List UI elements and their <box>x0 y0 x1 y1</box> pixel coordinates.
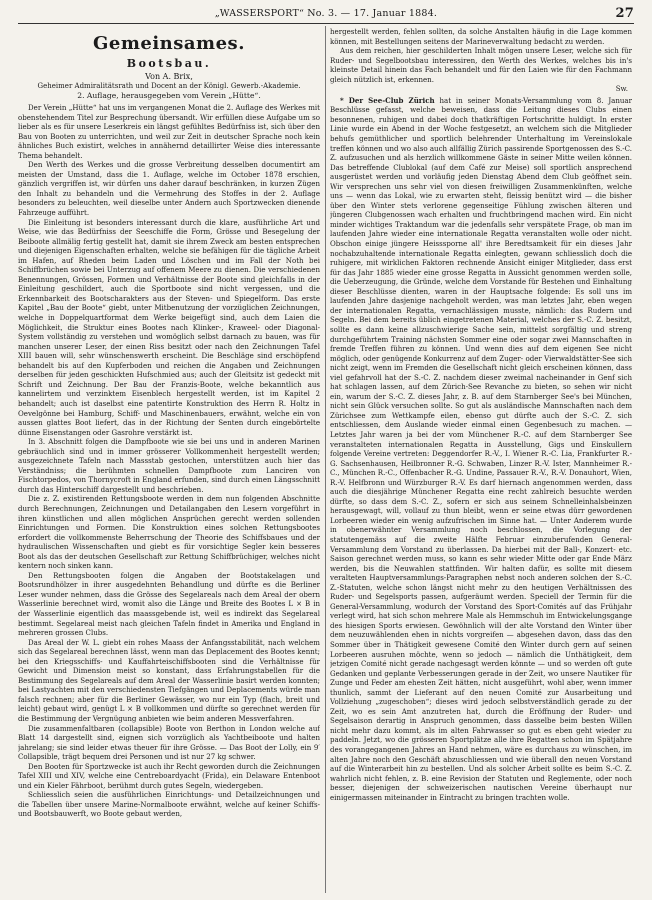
paragraph: Den Rettungsbooten folgen die Angaben der Bootstakelagen und Bootsrundhölzer in ihrer ausgedehnten Behandlung und dürfte es die Berliner Leser wunder nehmen, dass die Grösse des Segelareals nach dem Areal der obern Wasserlinie berechnet wird, womit also die Länge und Breite des Bootes L × B in der Wasserlinie eigentlich das maassgebende ist, weil es indirekt das Segelareal bestimmt. Segelareal meist nach gleichen Tafeln findet in Amerika und England in mehreren grossen Clubs. <box>18 570 320 638</box>
header-rule <box>18 23 634 24</box>
page-header <box>18 6 634 22</box>
paragraph: Die Einleitung ist besonders interessant durch die klare, ausführliche Art und Weise, wie das Bedürfniss der Seeschiffe die Form, Grösse und Besegelung der Beiboote allmälig fertig gestellt hat, damit sie ihrem Zweck am besten entsprechen und diejenigen Eigenschaften erhalten, welche sie befähigen für die tägliche Arbeit im Hafen, auf Rheden beim Laden und Löschen und im Fall der Noth bei Schiffbrüchen sowie bei Unterzug auf offenem Meere zu dienen. Die verschiedenen Benennungen, Grössen, Formen und Verhältnisse der Boote sind gleichfalls in der Einleitung geschildert, auch die Sportboote sind nicht vergessen, und die Erkennbarkeit des Bootscharakters aus der Steven- und Spiegelform. Das erste Kapitel „Bau der Boote“ giebt, unter Mitbenutzung der vorzüglichen Zeichnungen, welche in Doppelquartformat dem Werke beigefügt sind, auch dem Laien die Möglichkeit, die Struktur eines Bootes nach Klinker-, Kraweel- oder Diagonal-System vollständig zu verstehen und womöglich selbst darnach zu bauen, was für manchen unserer Leser, der einen Riss besitzt oder nach den Zeichnungen Tafel XIII bauen will, sehr wünschenswerth erscheint. Die Beschläge sind erschöpfend behandelt bis auf den Kupferboden und reichen die Angaben und Zeichnungen derselben für jeden geschickten Hufschmied aus; auch der Gleitsitz ist gedeckt mit Schrift und Zeichnung. Der Bau der Franzis-Boote, welche bekanntlich aus kannelirtem und verzinktem Eisenblech hergestellt werden, ist im Kapitel 2 behandelt; auch ist daselbst eine patentirte Konstruktion des Herrn R. Holtz in Oevelgönne bei Hamburg, Schiff- und Maschinenbauers, erwähnt, welche ein von aussen glattes Boot liefert, das in der Richtung der Senten durch eingebörtelte dünne Eisenstangen oder Gasrohre verstärkt ist. <box>18 217 320 437</box>
paragraph: Die zusammenfaltbaren (collapsible) Boote von Berthon in London welche auf Blatt 14 dargestellt sind, eignen sich vorzüglich als Yachtbeiboote und halten jahrelang; sie sind leider etwas theuer für ihre Grösse. — Das Boot der Lolly, ein 9′ Collapsible, trägt bequem drei Personen und ist nur 27 kg schwer. <box>18 723 320 762</box>
paragraph: Die z. Z. existirenden Rettungsboote werden in dem nun folgenden Abschnitte durch Berechnungen, Zeichnungen und Detailangaben den Lesern vorgeführt in ihren künstlichen und allen möglichen Ansprüchen gerecht werden sollenden Einrichtungen und Formen. Die Konstruktion eines solchen Rettungsbootes erfordert die vollkommenste Beherrschung der Theorie des Schiffsbaues und der hydraulischen Wissenschaften und giebt es für vorsichtige Segler kein besseres Boot als das der deutschen Gesellschaft zur Rettung Schiffbrüchiger, welches nicht kentern noch sinken kann. <box>18 494 320 571</box>
author-line: Von A. Brix, <box>145 72 193 81</box>
article-signature: Sw. <box>615 84 628 94</box>
paragraph: Das Areal der W. L. giebt ein rohes Maass der Anfangsstabilität, nach welchem sich das Segelareal berechnen lässt, wenn man das Deplacement des Bootes kennt; bei den Kriegsschiffs- und Kauffahrteischiffsbooten sind die Verhältnisse für Gewicht und Dimension meist so konstant, dass Erfahrungstabellen für die Bestimmung des Segelareals auf dem Areal der Wasserlinie basirt werden konnten; bei Lastyachten mit den verschiedensten Tiefgängen und Deplacements würde man falsch rechnen; aber für die Berliner Gewässer, wo nur ein Typ (flach, breit und leicht) gebaut wird, genügt L × B vollkommen und dürfte so gerechnet werden für die Bestimmung der Vergnügung anbieten wie beim anderen Messverfahren. <box>18 637 320 723</box>
paragraph: Den Werth des Werkes und die grosse Verbreitung desselben documentirt am meisten der Umstand, dass die 1. Auflage, welche im October 1878 erschien, gänzlich vergriffen ist, wir dürfen uns daher darauf beschränken, in kurzen Zügen den Inhalt zu behandeln und die Vermehrung des Stoffes in der 2. Auflage besonders zu beleuchten, weil dieselbe unter Andern auch Sportzwecken dienende Fahrzeuge aufführt. <box>18 160 320 218</box>
paragraph: Schliesslich seien die ausführlichen Einrichtungs- und Detailzeichnungen und die Tabellen über unsere Marine-Normalboote erwähnt, welche auf keiner Schiffs- und Bootsbauwerft, wo Boote gebaut werden, <box>18 790 320 819</box>
edition-line: 2. Auflage, herausgegeben vom Verein „Hütte“. <box>77 91 261 100</box>
club-report <box>330 96 632 802</box>
left-column <box>18 27 320 893</box>
paragraph: Den Booten für Sportzwecke ist auch ihr Recht geworden durch die Zeichnungen Tafel XIII und XIV, welche eine Centreboardyacht (Frida), ein Delaware Entenboot und ein Kieler Fährboot, berühmt durch gutes Segeln, wiedergeben. <box>18 761 320 790</box>
right-column <box>330 27 632 893</box>
section-title: Gemeinsames. <box>93 33 245 54</box>
running-title: „WASSERSPORT“ No. 3. — 17. Januar 1884. <box>214 8 438 19</box>
paragraph: hergestellt werden, fehlen sollten, da solche Anstalten häufig in die Lage kommen können, mit Bestellungen seitens der Marineverwaltung bedacht zu werden. <box>330 27 632 46</box>
column-divider <box>325 26 326 893</box>
article-title: Bootsbau. <box>126 57 212 70</box>
club-heading: * Der See-Club Zürich <box>340 95 435 105</box>
paragraph: Aus dem reichen, hier geschilderten Inhalt mögen unsere Leser, welche sich für Ruder- und Segelbootsbau interessiren, den Werth des Werkes, welches bis in's kleinste Detail hinein das Fach behandelt und für den Laien wie für den Fachmann gleich nützlich ist, erkennen. <box>330 46 632 84</box>
paragraph: In 3. Abschnitt folgen die Dampfboote wie sie bei uns und in anderen Marinen gebräuchlich sind und in immer grösserer Vollkommenheit hergestellt werden; ausgezeichnete Tafeln nach Massstab gestochen, unterstützen auch hier das Verständniss; die berühmten schnellen Dampfboote zum Lanciren von Fischtorpedos, von Thornycroft in England erfunden, sind durch einen Längsschnitt durch das Hinterschiff dargestellt und beschrieben. <box>18 437 320 494</box>
author-affiliation: Geheimer Admiralitätsrath und Docent an der Königl. Gewerb.-Akademie. <box>37 82 301 90</box>
page-number: 27 <box>615 6 634 21</box>
club-report-text: hat in seiner Monats-Versammlung vom 8. Januar Beschlüsse gefasst, welche beweisen, dass die Leitung dieses Clubs einen besonnenen, ruhigen und dabei doch thatkräftigen Fortschritte huldigt. In erster Linie wurde ein Abend in der Woche festgesetzt, an welchem sich die Mitglieder behufs gemüthlicher und sportlich belehrender Unterhaltung im Vereinslokale treffen können und wo also auch allfällig Zürich passirende Sportgenossen des S.-C. Z. aufzusuchen und als herzlich willkommene Gäste in seiner Mitte weilen können. Das betreffende Clublokal (auf dem Café zur Meise) soll sportlich ansprechend ausgerüstet werden und vorläufig jeden Dienstag Abend dem Club geöffnet sein. Wir versprechen uns sehr viel von diesen freiwilligen Zusammenkünften, welche uns — wenn das Lokal, wie zu erwarten steht, fleissig benützt wird — die bisher über den Winter stets verlorene gegenseitige Fühlung zwischen älteren und jüngeren Clubgenossen wach erhalten und fruchtbringend machen wird. Ein nicht minder wichtiges Traktandum war die jedenfalls sehr verspätete Frage, ob man im laufenden Jahre wieder eine internationale Regatta veranstalten wolle oder nicht. Obschon einige jüngere Heisssporne all' ihre Beredtsamkeit für ein dieses Jahr nochabzuhaltende internationale Regatta einlegten, gewann schliesslich doch die ruhigere, mit wirklichen Faktoren rechnende Ansicht einiger Mitglieder, dass erst für das Jahr 1885 wieder eine grosse Regatta in Aussicht genommen werden solle, die Ueberzeugung, die Gründe, welche dem Vorstande für Bestehen und Einhaltung dieser Beschlüsse dienten, waren in der Hauptsache folgende: Es soll uns im laufenden Jahre dasjenige nachgeholt werden, was man letztes Jahr, eben wegen der internationalen Regatta, vernachlässigen musste, nämlich: das Rudern und Segeln. Bei dem bereits üblich eingetretenen Material, welches der S.-C. Z. besitzt, sollte es dann keine allzuschwierige Sache sein, mittelst sorgfältig und streng durchgeführtem Training nächsten Sommer eine oder sogar zwei Mannschaften in fremde Treffen führen zu können. Und wenn dies auf dem eigenen See nicht möglich, oder genügende Konkurrenz auf dem Zuger- oder Vierwaldstätter-See sich nicht zeigt, wenn im Fremden die Gesellschaft nicht gleich erscheinen können, dass viel gefahrvoll hat der S.-C. Z. nachdem dieser zweimal nacheinander in Genf sich hat schlagen lassen, auf dem Zürich-See Revanche zu bieten, so sehen wir nicht ein, warum der S.-C. Z. dieses Jahr, z. B. auf dem Starnberger See's bei München, nicht sein Glück versuchen sollte. So gut als ausländische Mannschaften nach dem Zürichsee zum Wettkampfe eilen, ebenso gut dürfte auch der S.-C. Z. sich entschliessen, dem Auslande wieder einmal einen Gegenbesuch zu machen. — Letztes Jahr waren ja bei der vom Münchener R.-C. auf dem Starnberger See veranstalteten internationalen Regatta in Ausstellung, Gigs und Einskullern folgende Vereine vertreten: Deggendorfer R.-V., I. Wiener R.-C. Lia, Frankfurter R.-G. Sachsenhausen, Heilbronner R.-G. Schwaben, Linzer R.-V. Ister, Mannheimer R.-C., München R.-C., Offenbacher R.-G. Undine, Passauer R.-V., R.-V. Donauhort, Wien, R.-V. Helfbronn und Würzburger R.-V. Es darf hiernach angenommen werden, dass auch die diesjährige Münchener Regatta eine recht zahlreich besuchte werden dürfte, so dass dem S.-C. Z., sofern er sich aus seinem Schnelleinhalsbeinzen herausgewagt, will, vollauf zu thun bleibt, wenn er seine etwas dürr gewordenen Lorbeeren wieder ein wenig aufzufrischen im Sinne hat. — Unter Anderem wurde in obenerwähnter Versammlung noch beschlossen, die Vorlegung der statutengemäss auf die zweite Hälfte Februar einzuberufenden General-Versammlung dem Vorstand zu überlassen. Da hierbei mit der Ball-, Konzert- etc. Saison gerechnet werden muss, so kann es sehr wieder Mitte oder gar Ende März werden, bis die Neuwahlen stattfinden. Wir halten dafür, es sollte mit diesem veralteten Hauptversammlungs-Paragraphen nebst noch anderen solchen der S.-C. Z.-Statuten, welche schon längst nicht mehr zu den heutigen Verhältnissen des Ruder- und Segelsports passen, aufgeräumt werden. Speciell der Termin für die General-Versammlung, wodurch der Vorstand des Sport-Comités auf das Frühjahr verlegt wird, hat sich schon mehrere Male als Hemmschuh im Entwickelungsgange des hiesigen Sports erwiesen. Gewöhnlich will der alte Vorstand den Winter über dem neuzuwählenden ehen in nichts vorgreifen — abgesehen davon, dass das den Sommer über in Thätigkeit gewesene Comité den Winter durch gern auf seinen Lorbeeren ausruhen möchte, wenn so jedoch — nämlich die Unthätigkeit, dem jetzigen Comité nicht gerade nachgesagt werden könnte — und so werden oft gute Gedanken und geplante Verbesserungen gerade in der Zeit, wo unsere Nautiker für Zunge und Feder am ehesten Zeit hätten, nicht ausgeführt, wohl aber, wenn immer thunlich, sammt der Lieferant auf den neuen Comité zur Ausarbeitung und Vollziehung „zugeschoben“; dieses wird jedoch selbstverständlich gerade zu der Zeit, wo es sein Amt anzutreten hat, durch die Eröffnung der Ruder- und Segelsaison derartig in Anspruch genommen, dass dasselbe beim besten Willen nicht mehr dazu kommt, als im alten Fahrwasser so gut es eben geht wieder zu paddeln. Jetzt, wo die grösseren Sportplätze alle ihre Regatten schon im Spätjahre des vorangegangenen Jahres an Hand nehmen, wäre es durchaus zu wünschen, im alten Jahre noch den Geschäft abzuschliessen und wie überall den neuen Vorstand auf die Winterarbeit hin zu bestellen. Und als solcher Arbeit sollte es beim S.-C. Z. wahrlich nicht fehlen, z. B. eine Revision der Statuten und Reglemente, oder noch besser, diejenigen der schweizerischen nautischen Vereine überhaupt nur einigermassen miteinander in Eintracht zu bringen trachten wolle. <box>330 95 632 802</box>
paragraph: Der Verein „Hütte“ hat uns im vergangenen Monat die 2. Auflage des Werkes mit obenstehendem Titel zur Besprechung übersandt. Wir erfüllen diese Aufgabe um so lieber als es für unsere Leserkreis ein längst gefühltes Bedürfniss ist, sich über den Bau von Booten zu unterrichten, und weil zur Zeit in deutscher Sprache noch kein ähnliches Buch existirt, welches in annähernd detaillirter Weise dies interessante Thema behandelt. <box>18 103 320 160</box>
